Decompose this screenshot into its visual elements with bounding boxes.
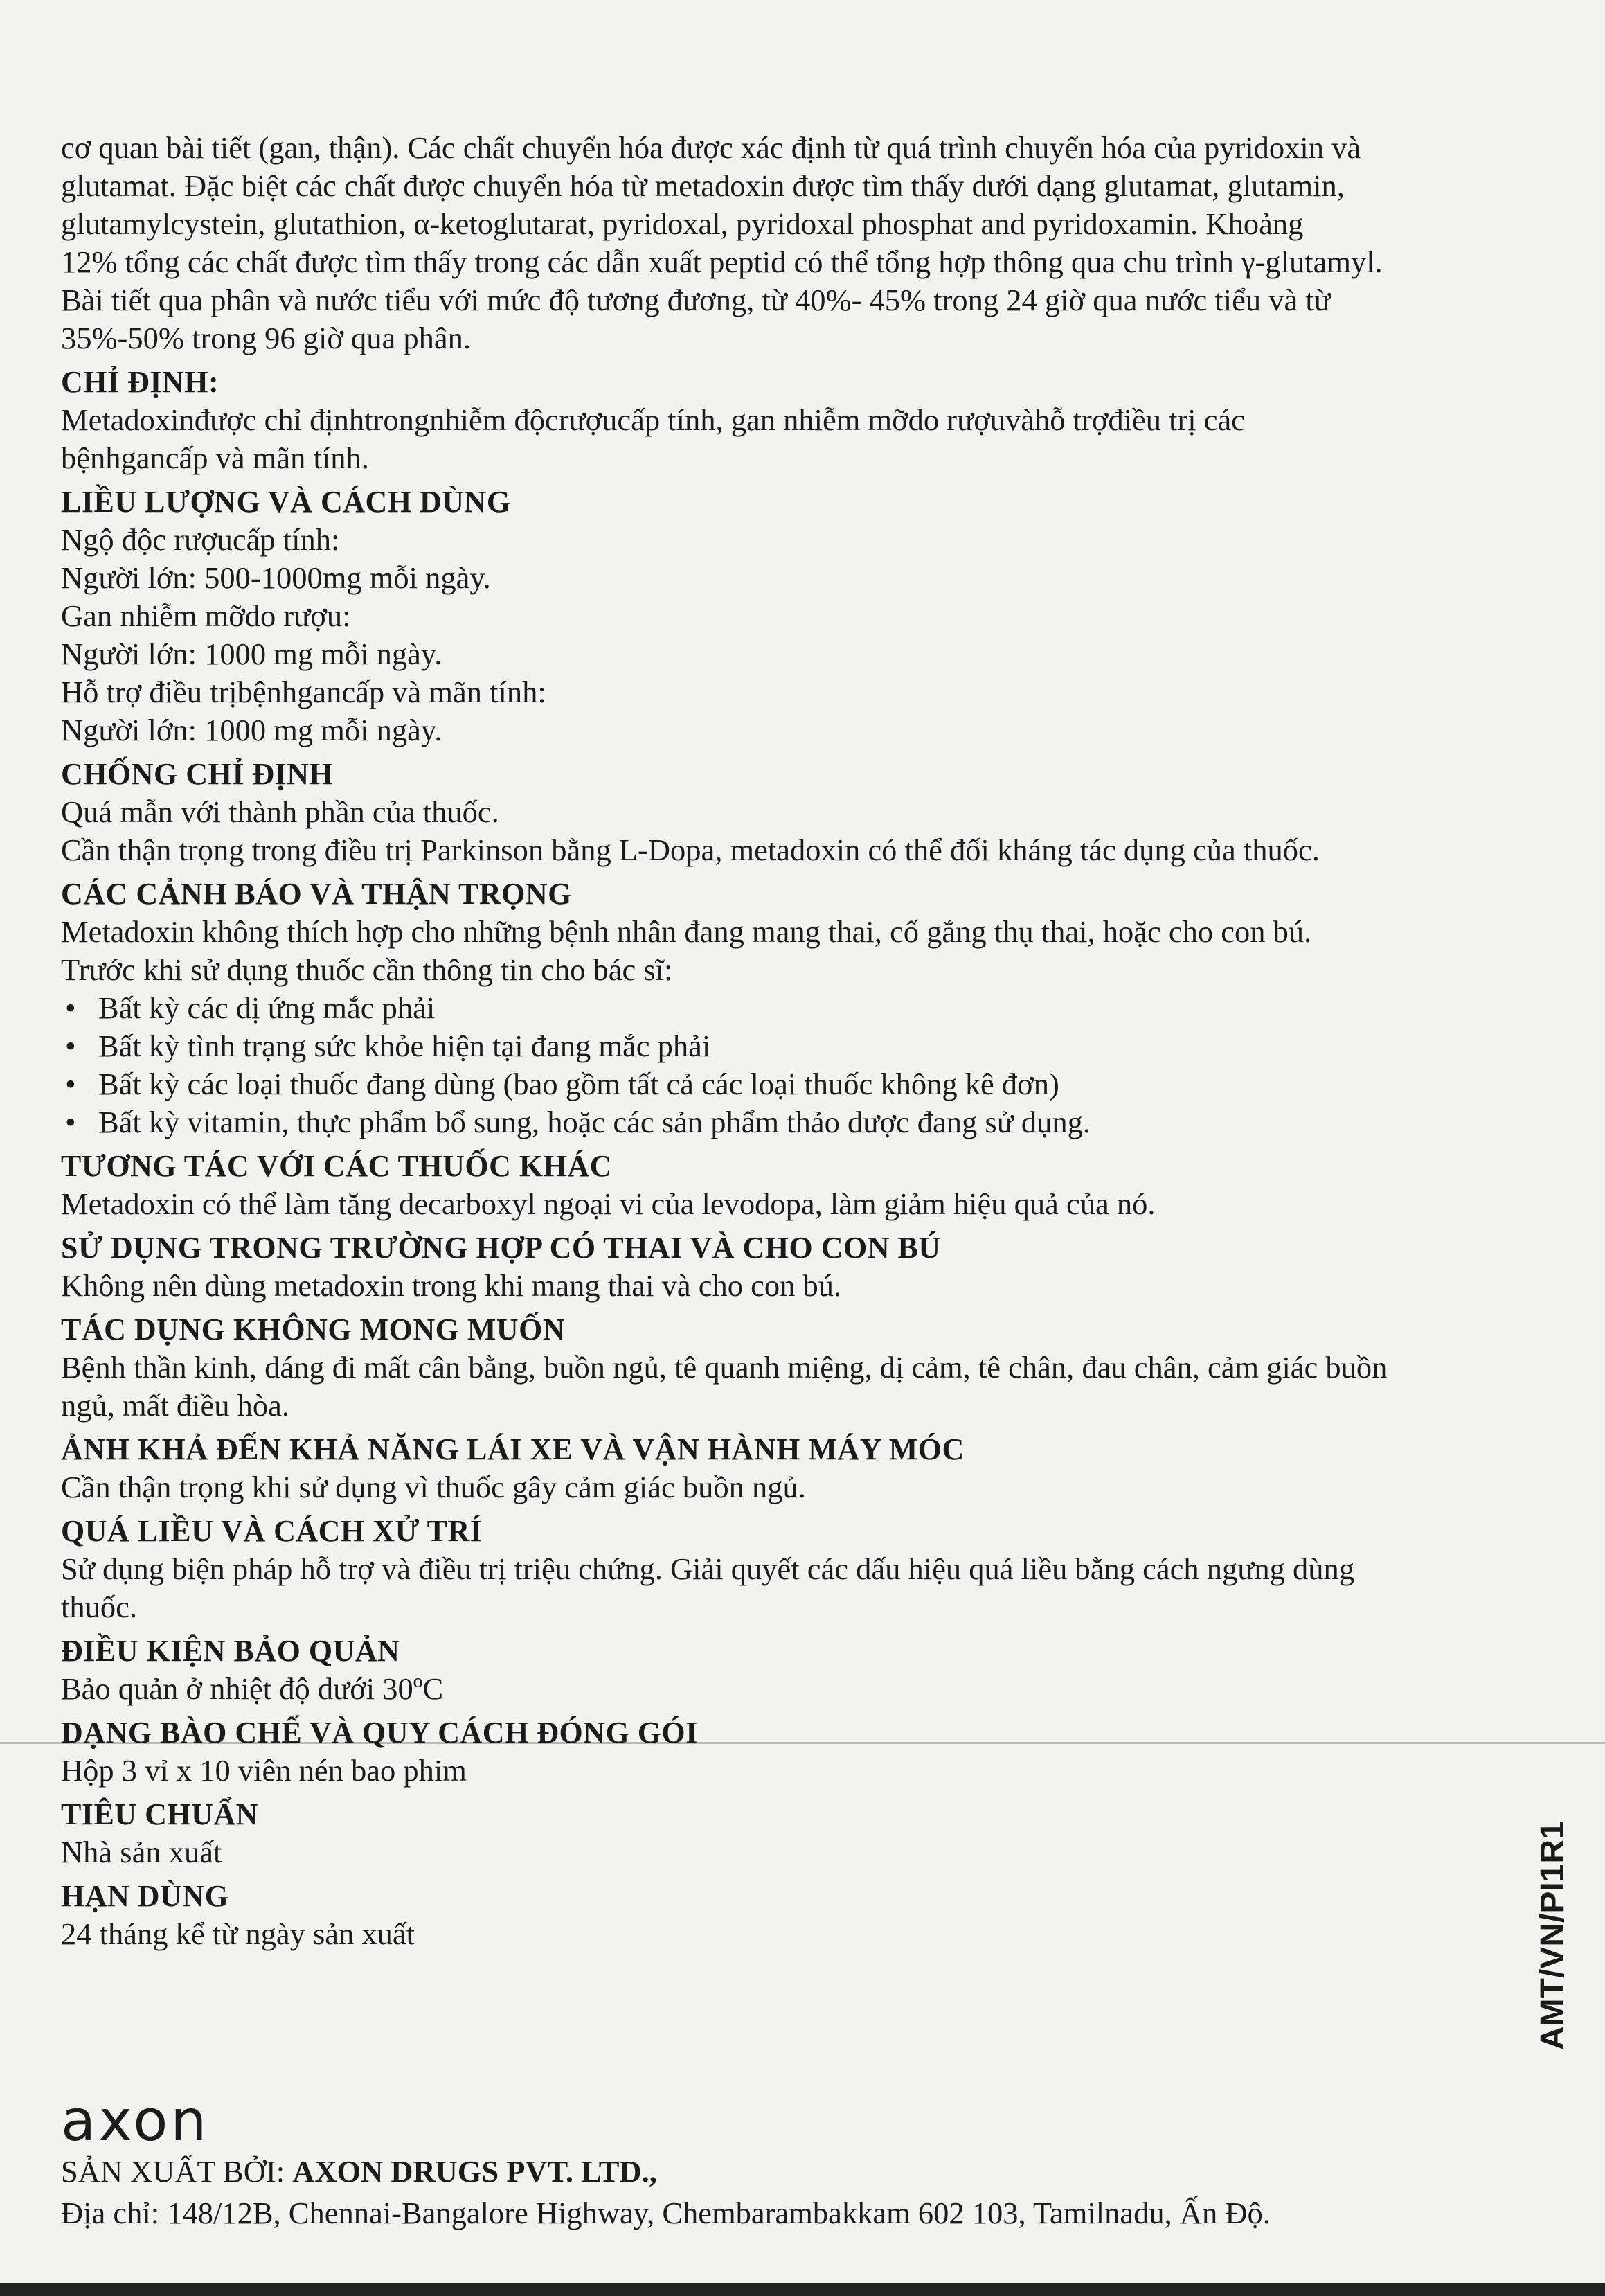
section-expiry xyxy=(61,1877,1557,1953)
section-side-effects xyxy=(61,1310,1557,1425)
section-pregnancy xyxy=(61,1229,1557,1305)
list-item: • Bất kỳ vitamin, thực phẩm bổ sung, hoặc các sản phẩm thảo dược đang sử dụng. xyxy=(61,1103,1557,1141)
manufacturer-info xyxy=(61,2151,1557,2234)
intro-paragraph xyxy=(61,129,1557,357)
text-line: Cần thận trọng khi sử dụng vì thuốc gây cảm giác buồn ngủ. xyxy=(61,1470,806,1504)
section-heading: CHỈ ĐỊNH: xyxy=(61,365,219,399)
scan-bottom-edge xyxy=(0,2283,1605,2296)
section-overdose xyxy=(61,1512,1557,1626)
text-line: Metadoxin không thích hợp cho những bệnh nhân đang mang thai, cố gắng thụ thai, hoặc cho con bú. xyxy=(61,914,1312,949)
manufacturer-label: SẢN XUẤT BỞI: xyxy=(61,2154,293,2189)
text-line: Nhà sản xuất xyxy=(61,1835,222,1869)
text-line: Ngộ độc rượucấp tính: xyxy=(61,522,340,557)
text-line: thuốc. xyxy=(61,1590,137,1624)
section-driving xyxy=(61,1430,1557,1506)
section-heading: SỬ DỤNG TRONG TRƯỜNG HỢP CÓ THAI VÀ CHO CON BÚ xyxy=(61,1231,941,1265)
text-line: Người lớn: 500-1000mg mỗi ngày. xyxy=(61,560,491,595)
section-heading: CHỐNG CHỈ ĐỊNH xyxy=(61,757,334,791)
section-indication xyxy=(61,363,1557,477)
manufacturer-line xyxy=(61,2151,1557,2192)
text-line: Trước khi sử dụng thuốc cần thông tin cho bác sĩ: xyxy=(61,952,673,987)
text-line: Sử dụng biện pháp hỗ trợ và điều trị triệu chứng. Giải quyết các dấu hiệu quá liều bằng cách ngưng dùng xyxy=(61,1551,1354,1586)
section-packaging xyxy=(61,1714,1557,1790)
text-line: cơ quan bài tiết (gan, thận). Các chất chuyển hóa được xác định từ quá trình chuyển hóa của pyridoxin và xyxy=(61,130,1361,165)
manufacturer-name: AXON DRUGS PVT. LTD., xyxy=(292,2154,657,2189)
text-line: Người lớn: 1000 mg mỗi ngày. xyxy=(61,637,442,671)
section-heading: ĐIỀU KIỆN BẢO QUẢN xyxy=(61,1634,400,1668)
list-item: • Bất kỳ các loại thuốc đang dùng (bao gồm tất cả các loại thuốc không kê đơn) xyxy=(61,1065,1557,1103)
text-line: Người lớn: 1000 mg mỗi ngày. xyxy=(61,713,442,747)
warnings-bullet-list xyxy=(61,989,1557,1141)
text-line: Quá mẫn với thành phần của thuốc. xyxy=(61,794,499,829)
text-line: Hỗ trợ điều trịbệnhgancấp và mãn tính: xyxy=(61,675,546,709)
text-line: Hộp 3 vỉ x 10 viên nén bao phim xyxy=(61,1753,467,1788)
section-heading: LIỀU LƯỢNG VÀ CÁCH DÙNG xyxy=(61,485,511,519)
text-line: Metadoxin có thể làm tăng decarboxyl ngoại vi của levodopa, làm giảm hiệu quả của nó. xyxy=(61,1186,1156,1221)
section-heading: TÁC DỤNG KHÔNG MONG MUỐN xyxy=(61,1312,566,1346)
section-dosage xyxy=(61,483,1557,749)
section-heading: QUÁ LIỀU VÀ CÁCH XỬ TRÍ xyxy=(61,1514,483,1548)
text-line: Bệnh thần kinh, dáng đi mất cân bằng, buồn ngủ, tê quanh miệng, dị cảm, tê chân, đau chân, cảm giác buồn xyxy=(61,1350,1388,1385)
section-heading: HẠN DÙNG xyxy=(61,1879,229,1913)
text-line: Bảo quản ở nhiệt độ dưới 30ºC xyxy=(61,1671,444,1706)
text-line: 24 tháng kể từ ngày sản xuất xyxy=(61,1916,415,1951)
section-heading: DẠNG BÀO CHẾ VÀ QUY CÁCH ĐÓNG GÓI xyxy=(61,1716,698,1750)
text-line: Metadoxinđược chỉ địnhtrongnhiễm độcrượucấp tính, gan nhiễm mỡdo rượuvàhỗ trợđiều trị các xyxy=(61,402,1246,437)
section-heading: ẢNH KHẢ ĐẾN KHẢ NĂNG LÁI XE VÀ VẬN HÀNH MÁY MÓC xyxy=(61,1432,965,1466)
text-line: bệnhgancấp và mãn tính. xyxy=(61,440,369,475)
text-line: Gan nhiễm mỡdo rượu: xyxy=(61,598,351,633)
section-interactions xyxy=(61,1147,1557,1223)
section-storage xyxy=(61,1632,1557,1708)
text-line: 12% tổng các chất được tìm thấy trong các dẫn xuất peptid có thể tổng hợp thông qua chu trình γ-glutamyl. xyxy=(61,244,1383,279)
list-item: • Bất kỳ tình trạng sức khỏe hiện tại đang mắc phải xyxy=(61,1027,1557,1065)
text-line: ngủ, mất điều hòa. xyxy=(61,1388,289,1423)
text-line: Không nên dùng metadoxin trong khi mang thai và cho con bú. xyxy=(61,1268,842,1303)
manufacturer-address: Địa chỉ: 148/12B, Chennai-Bangalore Highway, Chembarambakkam 602 103, Tamilnadu, Ấn Độ. xyxy=(61,2196,1271,2230)
section-warnings xyxy=(61,875,1557,1141)
section-heading: CÁC CẢNH BÁO VÀ THẬN TRỌNG xyxy=(61,877,572,911)
text-line: glutamylcystein, glutathion, α-ketoglutarat, pyridoxal, pyridoxal phosphat and pyridoxamin. Khoảng xyxy=(61,206,1304,241)
section-heading: TIÊU CHUẨN xyxy=(61,1797,258,1831)
text-line: 35%-50% trong 96 giờ qua phân. xyxy=(61,321,472,355)
section-heading: TƯƠNG TÁC VỚI CÁC THUỐC KHÁC xyxy=(61,1149,612,1183)
text-line: Bài tiết qua phân và nước tiểu với mức độ tương đương, từ 40%- 45% trong 24 giờ qua nước tiểu và từ xyxy=(61,283,1331,317)
text-line: Cần thận trọng trong điều trị Parkinson bằng L-Dopa, metadoxin có thể đối kháng tác dụng của thuốc. xyxy=(61,833,1320,867)
axon-logo: axon xyxy=(61,2088,210,2154)
section-contraindication xyxy=(61,755,1557,869)
list-item: • Bất kỳ các dị ứng mắc phải xyxy=(61,989,1557,1027)
document-reference-code: AMT/VN/PI1R1 xyxy=(1534,1821,1571,2050)
text-line: glutamat. Đặc biệt các chất được chuyển hóa từ metadoxin được tìm thấy dưới dạng glutamat, glutamin, xyxy=(61,168,1345,203)
leaflet-body xyxy=(61,129,1557,1953)
section-standard xyxy=(61,1795,1557,1871)
